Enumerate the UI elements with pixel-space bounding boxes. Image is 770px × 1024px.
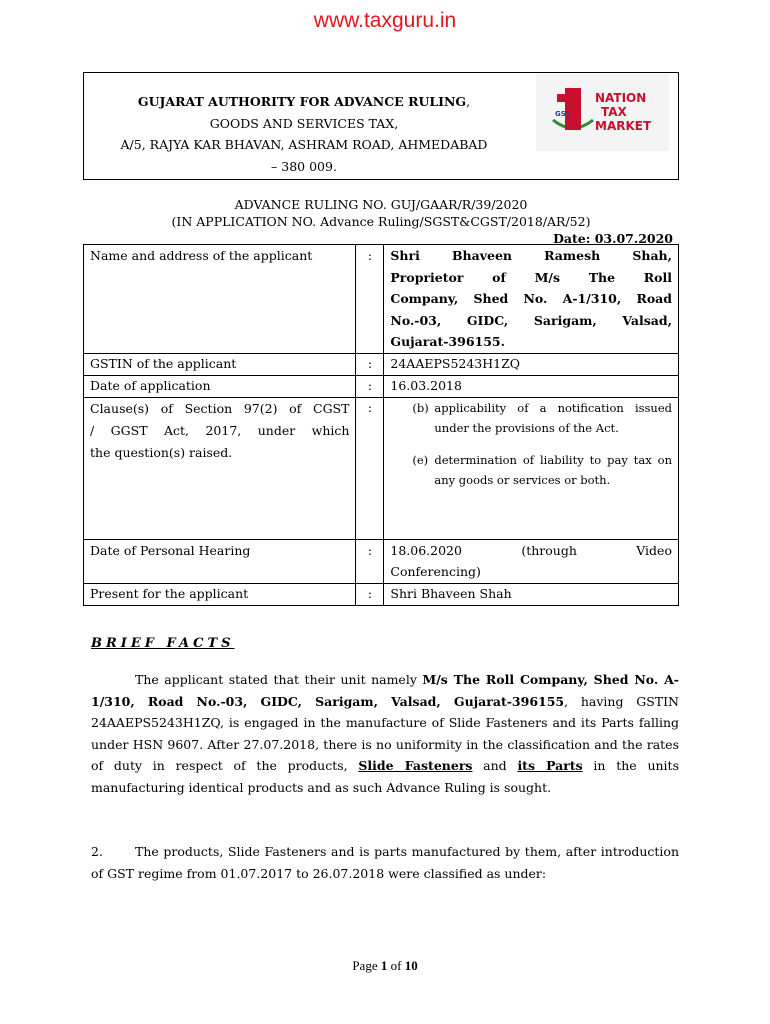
authority-header-box — [83, 72, 679, 180]
word: (through — [521, 543, 577, 558]
word: Valsad, — [622, 312, 672, 328]
word: 18.06.2020 — [390, 543, 462, 558]
name-line-4 — [390, 310, 672, 332]
p1-text: in the units manufacturing identical products and as such Advance Ruling is sought. — [91, 758, 679, 795]
colon: : — [356, 584, 384, 606]
clause-label-line-3: the question(s) raised. — [90, 445, 233, 460]
page-prefix: Page — [352, 958, 381, 973]
p1-text: The applicant stated that their unit namely — [135, 672, 423, 687]
name-line-3 — [390, 288, 672, 310]
colon: : — [356, 376, 384, 398]
word: No. — [523, 291, 548, 306]
hearing-line-2: Conferencing) — [390, 564, 481, 579]
word: M/s — [534, 269, 561, 285]
application-number: (IN APPLICATION NO. Advance Ruling/SGST&CGST/2018/AR/52) — [171, 214, 591, 229]
word: Shah, — [632, 248, 672, 263]
table-row — [84, 584, 679, 606]
p1-text: , having GSTIN 24AAEPS5243H1ZQ, is engaged in the manufacture of Slide Fasteners and its Parts falling under HSN 9607. After 27.07.2018, there is no uniformity in the classification and the rates of duty in respect of the products, — [91, 693, 679, 773]
gstin-value: 24AAEPS5243H1ZQ — [384, 354, 679, 376]
table-row — [84, 398, 679, 540]
clause-label — [84, 398, 356, 540]
name-line-5: Gujarat-396155. — [390, 334, 505, 349]
gstin-label: GSTIN of the applicant — [84, 354, 356, 376]
colon: : — [356, 540, 384, 584]
svg-text:GST: GST — [554, 109, 571, 118]
present-label: Present for the applicant — [84, 584, 356, 606]
authority-line-pincode: – 380 009. — [271, 158, 337, 174]
page-of: of — [387, 958, 405, 973]
colon: : — [356, 398, 384, 540]
colon: : — [356, 245, 384, 354]
word: of — [492, 269, 506, 285]
clause-label-line-1: Clause(s) of Section 97(2) of CGST — [90, 401, 350, 416]
page-current: 1 — [380, 958, 388, 973]
table-row — [84, 245, 679, 354]
logo-graphic — [543, 80, 663, 146]
applicant-name-address — [384, 245, 679, 354]
hearing-line-1 — [390, 540, 672, 561]
clause-item-b-text: applicability of a notification issued under the provisions of the Act. — [434, 401, 672, 435]
applicant-details-table — [83, 244, 679, 606]
name-line-1 — [390, 245, 672, 267]
p2-text: The products, Slide Fasteners and is parts manufactured by them, after introduction of GST regime from 01.07.2017 to 26.07.2018 were classified as under: — [91, 844, 679, 881]
table-row — [84, 540, 679, 584]
clause-item-b — [412, 398, 672, 438]
ruling-date: Date: 03.07.2020 — [553, 231, 673, 246]
word: Sarigam, — [533, 312, 597, 328]
word: Road — [636, 291, 673, 306]
brief-facts-heading: BRIEF FACTS — [91, 636, 235, 651]
authority-name-comma: , — [466, 94, 471, 109]
p1-slide-fasteners: Slide Fasteners — [358, 758, 473, 773]
p1-text: and — [472, 758, 518, 773]
svg-text:TAX: TAX — [600, 104, 627, 119]
word: Ramesh — [544, 248, 601, 263]
p1-company: M/s The Roll Company, Shed No. A-1/310, Road No.-03, GIDC, Sarigam, Valsad, Gujarat-396155 — [91, 672, 679, 709]
ruling-reference — [83, 196, 679, 247]
clause-item-e-text: determination of liability to pay tax on any goods or services or both. — [434, 453, 672, 487]
ruling-number: ADVANCE RULING NO. GUJ/GAAR/R/39/2020 — [234, 197, 528, 212]
table-row — [84, 376, 679, 398]
word: Proprietor — [390, 269, 464, 285]
date-of-application-value: 16.03.2018 — [384, 376, 679, 398]
name-line-2 — [390, 267, 672, 289]
table-row — [84, 354, 679, 376]
name-label-text: Name and address of the applicant — [90, 248, 313, 263]
present-value: Shri Bhaveen Shah — [384, 584, 679, 606]
hearing-value — [384, 540, 679, 584]
watermark-url: www.taxguru.in — [313, 9, 457, 32]
nation-tax-market-logo — [536, 74, 669, 151]
authority-address — [84, 91, 524, 177]
p2-number: 2. — [91, 844, 103, 859]
paragraph-2 — [91, 841, 679, 884]
authority-name: GUJARAT AUTHORITY FOR ADVANCE RULING — [137, 94, 467, 109]
clause-item-b-label: (b) — [412, 401, 429, 415]
clause-label-line-2: / GGST Act, 2017, under which — [90, 423, 350, 438]
word: Shed — [473, 291, 509, 306]
authority-line-gst: GOODS AND SERVICES TAX, — [209, 115, 399, 131]
page-total: 10 — [404, 958, 418, 973]
clause-items — [384, 398, 679, 540]
svg-text:NATION: NATION — [594, 90, 646, 105]
authority-line-address: A/5, RAJYA KAR BHAVAN, ASHRAM ROAD, AHMEDABAD — [120, 137, 488, 152]
name-label — [84, 245, 356, 354]
word: No.-03, — [390, 312, 442, 328]
word: A-1/310, — [562, 291, 622, 306]
page-number — [0, 958, 770, 974]
clause-item-e — [412, 450, 672, 490]
hearing-label: Date of Personal Hearing — [84, 540, 356, 584]
word: Shri — [390, 248, 420, 263]
word: Roll — [643, 269, 672, 285]
word: Company, — [390, 291, 459, 306]
word: Bhaveen — [451, 248, 512, 263]
p1-its-parts: its Parts — [517, 758, 583, 773]
word: Video — [636, 543, 672, 558]
svg-text:MARKET: MARKET — [594, 118, 651, 133]
word: The — [588, 269, 616, 285]
paragraph-1 — [91, 669, 679, 798]
word: GIDC, — [466, 312, 509, 328]
date-of-application-label: Date of application — [84, 376, 356, 398]
clause-item-e-label: (e) — [412, 453, 429, 467]
colon: : — [356, 354, 384, 376]
